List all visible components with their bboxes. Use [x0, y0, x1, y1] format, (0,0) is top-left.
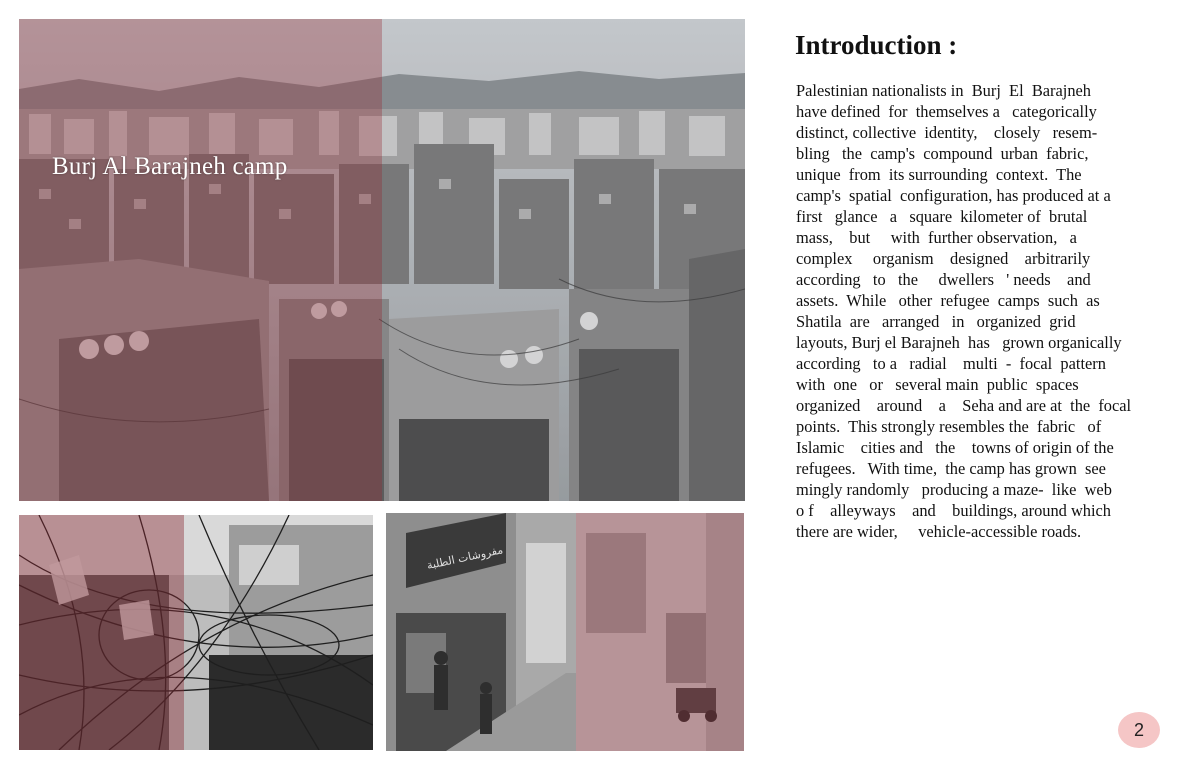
intro-line: according to the dwellers ' needs and — [796, 270, 1091, 289]
intro-line: complex organism designed arbitrarily — [796, 249, 1091, 268]
intro-line: distinct, collective identity, closely resem- — [796, 123, 1098, 142]
street-scene-photo — [386, 513, 744, 751]
camp-skyline-illustration — [19, 19, 745, 501]
shop-sign-text: مفروشات الطلبة — [425, 543, 505, 573]
intro-line: refugees. With time, the camp has grown see — [796, 459, 1106, 478]
intro-line: bling the camp's compound urban fabric, — [796, 144, 1089, 163]
intro-line: points. This strongly resembles the fabric of — [796, 417, 1102, 436]
intro-line: there are wider, vehicle-accessible roads. — [796, 522, 1082, 541]
intro-line: o f alleyways and buildings, around which — [796, 501, 1112, 520]
intro-line: have defined for themselves a categorically — [796, 102, 1097, 121]
intro-line: mass, but with further observation, a — [796, 228, 1077, 247]
intro-line: according to a radial multi - focal pattern — [796, 354, 1106, 373]
intro-line: with one or several main public spaces — [796, 375, 1079, 394]
wires-illustration — [19, 515, 373, 750]
photo-caption: Burj Al Barajneh camp — [52, 153, 288, 180]
intro-line: camp's spatial configuration, has produced at a — [796, 186, 1111, 205]
intro-paragraph — [796, 80, 1168, 542]
page-number-badge: 2 — [1118, 712, 1160, 748]
tangled-wires-photo — [19, 515, 373, 750]
intro-line: layouts, Burj el Barajneh has grown organically — [796, 333, 1122, 352]
section-heading: Introduction : — [795, 30, 958, 60]
intro-line: mingly randomly producing a maze- like web — [796, 480, 1112, 499]
camp-skyline-photo — [19, 19, 745, 501]
intro-line: first glance a square kilometer of brutal — [796, 207, 1088, 226]
intro-line: unique from its surrounding context. The — [796, 165, 1082, 184]
intro-line: Palestinian nationalists in Burj El Barajneh — [796, 81, 1091, 100]
intro-line: Shatila are arranged in organized grid — [796, 312, 1076, 331]
intro-line: assets. While other refugee camps such as — [796, 291, 1100, 310]
intro-line: Islamic cities and the towns of origin of the — [796, 438, 1114, 457]
intro-line: organized around a Seha and are at the focal — [796, 396, 1132, 415]
street-illustration — [386, 513, 744, 751]
